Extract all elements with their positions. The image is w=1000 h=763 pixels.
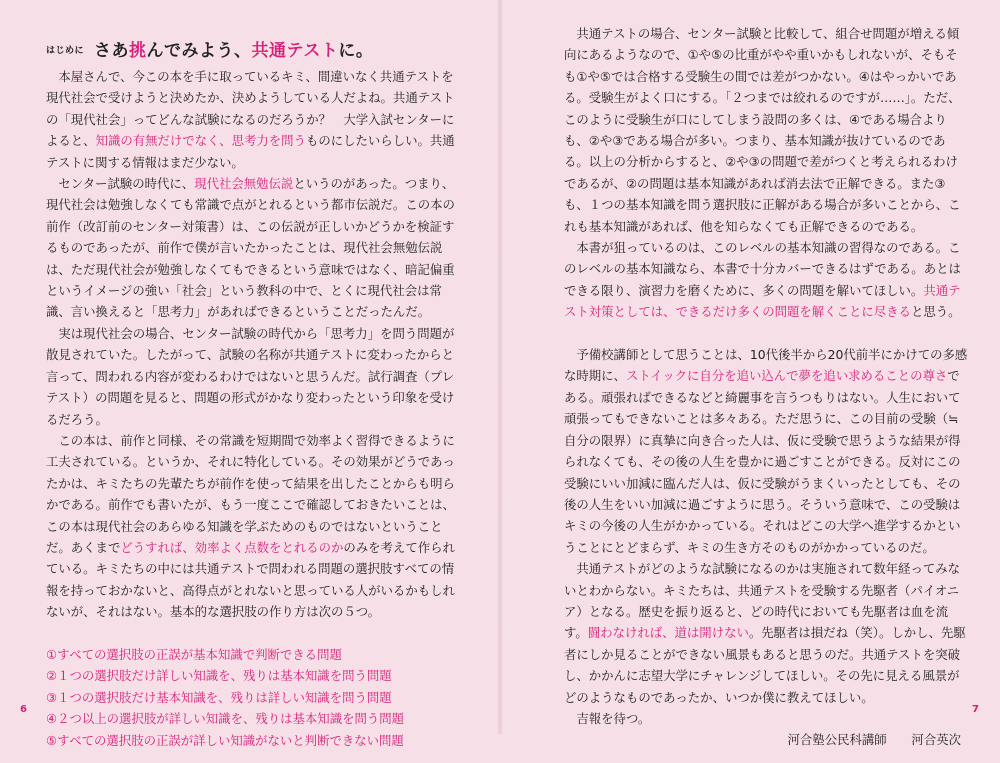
list-item: ②１つの選択肢だけ詳しい知識を、残りは基本知識を問う問題 [46,668,392,684]
paragraph-text: 共通テストがどのような試験になるのかは実施されて数年経ってみないとわからない。キミたちは、共通テストを受験する先駆者（パイオニア）となる。歴史を振り返ると、どの時代においても先駆者は血を流す。 [564,561,961,641]
list-item: ⑤すべての選択肢の正誤が詳しい知識がないと判断できない問題 [46,732,404,748]
paragraph-text: 本書が狙っているのは、このレベルの基本知識の習得なのである。このレベルの基本知識なら、本書で十分カバーできるはずである。あとはできる限り、演習力を磨くために、多くの問題を解いてほしい。 [564,240,961,298]
paragraph-4 [46,430,466,623]
page-number-left: 6 [20,704,27,715]
right-body [564,23,969,763]
paragraph-5: 共通テストの場合、センター試験と比較して、組合せ問題が増える傾向にあるようなので、①や⑤の比重がやや重いかもしれないが、そもそも①や⑤では合格する受験生の間では差がつかない。④はやっかいである。受験生がよく口にする。「２つまでは絞れるのですが……」。ただ、このように受験生が口にしてしまう設問の多くは、④である場合よりも、②や③である場合が多い。つまり、基本知識が抜けているのである。以上の分析からすると、②や③の問題で差がつくと考えられるわけであるが、②の問題は基本知識があれば消去法で正解できる。また③も、１つの基本知識を問う選択肢に正解がある場合が多いことから、これも基本知識があれば、他を知らなくても正解できるのである。 [564,26,961,234]
paragraph-2 [46,173,466,323]
left-body [46,66,466,751]
list-item: ①すべての選択肢の正誤が基本知識で判断できる問題 [46,646,342,662]
right-page [500,0,1000,748]
highlight-text: ストイックに自分を追い込んで夢を追い求めることの尊さ [625,368,948,384]
heading-text-5: に。 [338,41,374,61]
heading-text-2: 挑 [129,41,147,61]
paragraph-1 [46,66,466,173]
heading-tag: はじめに [46,46,85,56]
heading-text-4: 共通テスト [251,41,339,61]
highlight-text: 現代社会無勉伝説 [194,176,294,192]
paragraph-text: この本は、前作と同様、その常識を短期間で効率よく習得できるように工夫されている。というか、それに特化している。その効果がどうであったかは、キミたちの先輩たちが前作を使って結果を出したことからも明らかである。前作でも書いたが、もう一度ここで確認しておきたいことは、この本は現代社会のあらゆる知識を学ぶためのものではないということだ。あくまで [46,432,455,555]
paragraph-text: センター試験の時代に、 [58,176,195,192]
list-item: ③１つの選択肢だけ基本知識を、残りは詳しい知識を問う問題 [46,689,392,705]
paragraph-text: のみを考えて作られている。キミたちの中には共通テストで問われる問題の選択肢すべての情報を持っておかないと、高得点がとれないと思っている人がいるかもしれないが、それはない。基本的な選択肢の作り方は次の５つ。 [46,539,455,620]
paragraph-text: ものにしたいらしい。共通テストに関する情報はまだ少ない。 [46,133,455,170]
highlight-text: 共通テスト対策としては、できるだけ多くの問題を解くことに尽きる [564,282,961,320]
author-signature: 河合塾公民科講師 河合英次 [787,732,961,748]
paragraph-text: 。先駆者は損だね（笑）。しかし、先駆者にしか見ることができない風景もあると思うのだ。共通テストを突破し、かかんに志望大学にチャレンジしてほしい。その先に見える風景がどのようなものであったか、いつか僕に教えてほしい。 [564,625,966,705]
list-item: ④２つ以上の選択肢が詳しい知識を、残りは基本知識を問う問題 [46,711,405,727]
paragraph-3: 実は現代社会の場合、センター試験の時代から「思考力」を問う問題が散見されていた。したがって、試験の名称が共通テストに変わったからと言って、問われる内容が変わるわけではないと思うんだ。試行調査（プレテスト）の問題を見ると、問題の形式がかなり変わったという印象を受けるだろう。 [46,325,455,427]
left-page [0,0,500,748]
paragraph-gap [564,323,969,344]
paragraph-text: というのがあった。つまり、現代社会は勉強しなくても常識で点がとれるという都市伝説だ。この本の前作（改訂前のセンター対策書）は、この伝説が正しいかどうかを検証するものであったが、前作で僕が言いたかったことは、現代社会無勉伝説は、ただ現代社会が勉強しなくてもできるという意味ではなく、暗記偏重というイメージの強い「社会」という教科の中で、とくに現代社会は常識、言い換えると「思考力」があればできるということだったんだ。 [46,176,455,320]
highlight-text: 知識の有無だけでなく、思考力を問う [95,133,306,149]
highlight-text: 闘わなければ、道は開けない [587,625,749,641]
heading-text-1: さあ [94,41,130,61]
paragraph-text: 本屋さんで、今この本を手に取っているキミ、間違いなく共通テストを現代社会で受けようと決めたか、決めようしている人だよね。共通テストの「現代社会」ってどんな試験になるのだろうか？ 大学入試センターによると、 [46,69,455,149]
paragraph-7 [564,344,969,558]
question-type-list [46,644,466,751]
paragraph-text: 予備校講師として思うことは、10代後半から20代前半にかけての多感な時期に、 [564,347,968,384]
paragraph-text: と思う。 [910,304,961,320]
highlight-text: どうすれば、効率よく点数をとれるのか [120,539,344,555]
paragraph-6 [564,237,969,323]
page-heading [46,36,373,61]
heading-text-3: んでみよう、 [146,41,252,61]
paragraph-text: である。頑張ればできるなどと綺麗事を言うつもりはない。人生において頑張ってもできないことは多々ある。ただ思うに、この目前の受験（≒自分の限界）に真摯に向き合った人は、仮に受験で思うような結果が得られなくても、その後の人生を豊かに過ごすことができる。反対にこの受験にいい加減に臨んだ人は、仮に受験がうまくいったとしても、その後の人生をいい加減に過ごすように思う。そういう意味で、この受験はキミの今後の人生がかかっている。それはどこの大学へ進学するかということにとどまらず、キミの生き方そのものがかかっているのだ。 [564,368,961,555]
page-number-right: 7 [972,704,979,715]
paragraph-8 [564,558,969,708]
paragraph-9: 吉報を待つ。 [576,710,651,726]
